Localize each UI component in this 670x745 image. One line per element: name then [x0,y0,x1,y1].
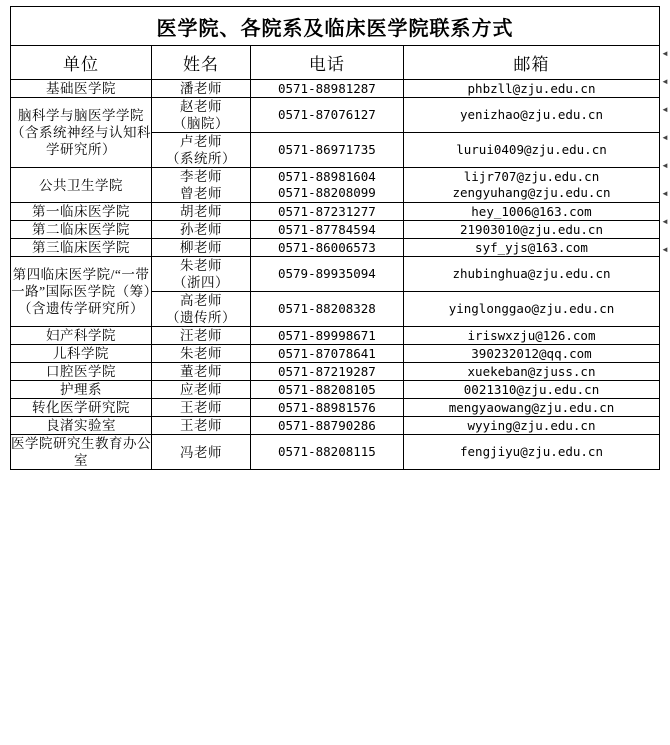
contact-name-cell: 卢老师 （系统所） [152,133,251,168]
email-cell: lijr707@zju.edu.cn zengyuhang@zju.edu.cn [404,168,660,203]
email-cell: 390232012@qq.com [404,345,660,363]
phone-cell: 0571-87219287 [250,363,403,381]
table-row [11,257,660,292]
unit-cell: 基础医学院 [11,80,152,98]
table-row [11,399,660,417]
table-row [11,345,660,363]
phone-cell: 0571-87784594 [250,221,403,239]
contact-name-cell: 朱老师 [152,345,251,363]
contact-name-cell: 冯老师 [152,435,251,470]
phone-cell: 0571-89998671 [250,327,403,345]
table-row [11,203,660,221]
email-cell: zhubinghua@zju.edu.cn [404,257,660,292]
unit-cell: 医学院研究生教育办公室 [11,436,152,468]
phone-cell: 0579-89935094 [250,257,403,292]
phone-cell: 0571-86006573 [250,239,403,257]
phone-cell: 0571-87078641 [250,345,403,363]
email-cell: xuekeban@zjuss.cn [404,363,660,381]
unit-cell: 第一临床医学院 [11,203,152,221]
contact-name-cell: 应老师 [152,381,251,399]
email-cell: hey_1006@163.com [404,203,660,221]
contact-name-cell: 董老师 [152,363,251,381]
unit-cell: 护理系 [11,381,152,399]
contact-name-cell: 高老师 （遗传所） [152,292,251,327]
phone-cell: 0571-88790286 [250,417,403,435]
table-row [11,221,660,239]
email-cell: yinglonggao@zju.edu.cn [404,292,660,327]
contact-name-cell: 柳老师 [152,239,251,257]
table-row [11,417,660,435]
email-cell: fengjiyu@zju.edu.cn [404,435,660,470]
table-row [11,80,660,98]
contact-name-cell: 胡老师 [152,203,251,221]
unit-cell: 脑科学与脑医学学院（含系统神经与认知科学研究所） [11,98,152,168]
column-header: 姓名 [152,46,251,80]
email-cell: wyying@zju.edu.cn [404,417,660,435]
contact-name-cell: 潘老师 [152,80,251,98]
unit-cell: 良渚实验室 [11,417,152,435]
email-cell: 0021310@zju.edu.cn [404,381,660,399]
column-header: 邮箱 [404,46,660,80]
email-cell: 21903010@zju.edu.cn [404,221,660,239]
contact-table [10,6,660,470]
contact-name-cell: 朱老师 （浙四） [152,257,251,292]
phone-cell: 0571-86971735 [250,133,403,168]
table-row [11,239,660,257]
phone-cell: 0571-87231277 [250,203,403,221]
scan-edge-marks: ◄ ◄ ◄ ◄ ◄ ◄ ◄ ◄ [661,49,669,254]
unit-cell: 公共卫生学院 [11,168,152,203]
email-cell: lurui0409@zju.edu.cn [404,133,660,168]
email-cell: syf_yjs@163.com [404,239,660,257]
contact-name-cell: 孙老师 [152,221,251,239]
phone-cell: 0571-88981287 [250,80,403,98]
unit-cell: 转化医学研究院 [11,399,152,417]
email-cell: iriswxzju@126.com [404,327,660,345]
email-cell: yenizhao@zju.edu.cn [404,98,660,133]
contact-name-cell: 汪老师 [152,327,251,345]
column-header: 单位 [11,46,152,80]
unit-cell: 第四临床医学院/“一带一路”国际医学院（筹）（含遗传学研究所） [11,257,152,327]
unit-cell: 第二临床医学院 [11,221,152,239]
table-row [11,327,660,345]
phone-cell: 0571-88981576 [250,399,403,417]
column-header: 电话 [250,46,403,80]
table-row [11,168,660,203]
phone-cell: 0571-87076127 [250,98,403,133]
unit-cell: 第三临床医学院 [11,239,152,257]
email-cell: phbzll@zju.edu.cn [404,80,660,98]
phone-cell: 0571-88208105 [250,381,403,399]
table-row [11,98,660,133]
contact-name-cell: 王老师 [152,399,251,417]
phone-cell: 0571-88981604 0571-88208099 [250,168,403,203]
contact-name-cell: 李老师 曾老师 [152,168,251,203]
email-cell: mengyaowang@zju.edu.cn [404,399,660,417]
unit-cell: 儿科学院 [11,345,152,363]
table-row [11,435,660,470]
phone-cell: 0571-88208115 [250,435,403,470]
document-title: 医学院、各院系及临床医学院联系方式 [11,7,660,46]
unit-cell: 妇产科学院 [11,327,152,345]
phone-cell: 0571-88208328 [250,292,403,327]
table-row [11,381,660,399]
contact-name-cell: 王老师 [152,417,251,435]
contact-name-cell: 赵老师 （脑院） [152,98,251,133]
unit-cell: 口腔医学院 [11,363,152,381]
table-row [11,363,660,381]
